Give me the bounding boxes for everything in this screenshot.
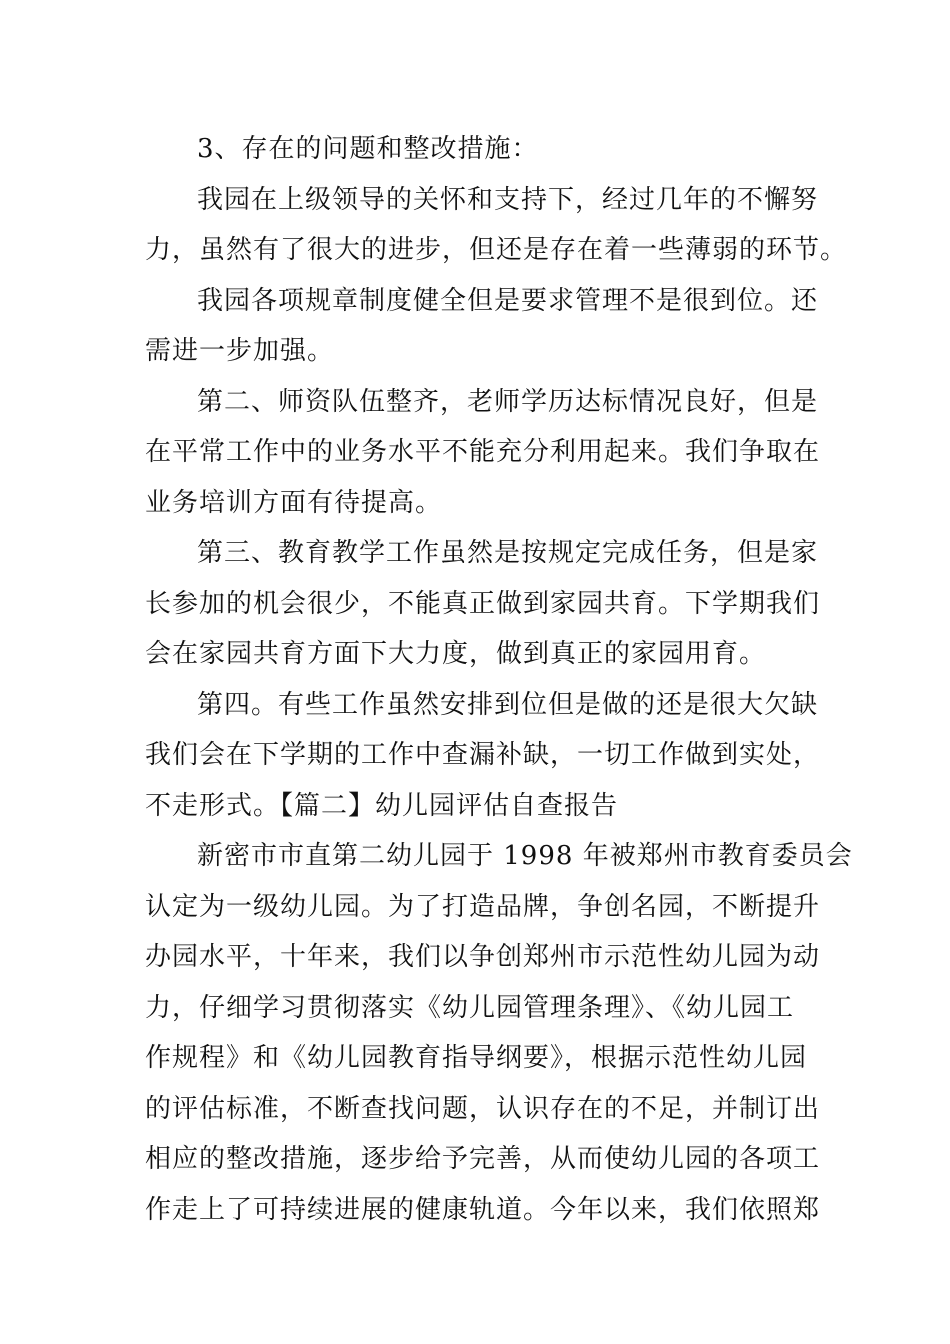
- text-line: 力，仔细学习贯彻落实《幼儿园管理条理》、《幼儿园工: [145, 992, 795, 1023]
- text-line: 我园在上级领导的关怀和支持下，经过几年的不懈努: [197, 184, 819, 215]
- text-line: 相应的整改措施，逐步给予完善，从而使幼儿园的各项工: [145, 1144, 821, 1174]
- text-line: 力，虽然有了很大的进步，但还是存在着一些薄弱的环节。: [145, 235, 848, 265]
- text-line: 我园各项规章制度健全但是要求管理不是很到位。还: [197, 285, 819, 316]
- text-line: 长参加的机会很少，不能真正做到家园共育。下学期我们: [145, 588, 821, 619]
- text-line: 在平常工作中的业务水平不能充分利用起来。我们争取在: [145, 437, 821, 467]
- text-line: 第四。有些工作虽然安排到位但是做的还是很大欠缺: [197, 689, 819, 720]
- text-line: 会在家园共育方面下大力度，做到真正的家园用育。: [145, 639, 767, 669]
- text-line: 作走上了可持续进展的健康轨道。今年以来，我们依照郑: [145, 1194, 821, 1225]
- text-line: 作规程》和《幼儿园教育指导纲要》，根据示范性幼儿园: [145, 1043, 808, 1073]
- text-line: 办园水平，十年来，我们以争创郑州市示范性幼儿园为动: [145, 942, 821, 972]
- text-line: 3、存在的问题和整改措施：: [197, 134, 539, 164]
- text-line: 不走形式。【篇二】幼儿园评估自查报告: [145, 790, 619, 821]
- text-line: 认定为一级幼儿园。为了打造品牌，争创名园，不断提升: [145, 891, 821, 922]
- document-body: [145, 124, 853, 1235]
- text-line: 新密市市直第二幼儿园于 1998 年被郑州市教育委员会: [197, 841, 853, 871]
- text-line: 我们会在下学期的工作中查漏补缺，一切工作做到实处，: [145, 740, 821, 770]
- text-line: 第三、教育教学工作虽然是按规定完成任务，但是家: [197, 538, 819, 568]
- text-line: 第二、师资队伍整齐，老师学历达标情况良好，但是: [197, 386, 819, 417]
- text-line: 需进一步加强。: [145, 336, 335, 366]
- text-line: 业务培训方面有待提高。: [145, 487, 443, 518]
- text-line: 的评估标准，不断查找问题，认识存在的不足，并制订出: [145, 1093, 821, 1124]
